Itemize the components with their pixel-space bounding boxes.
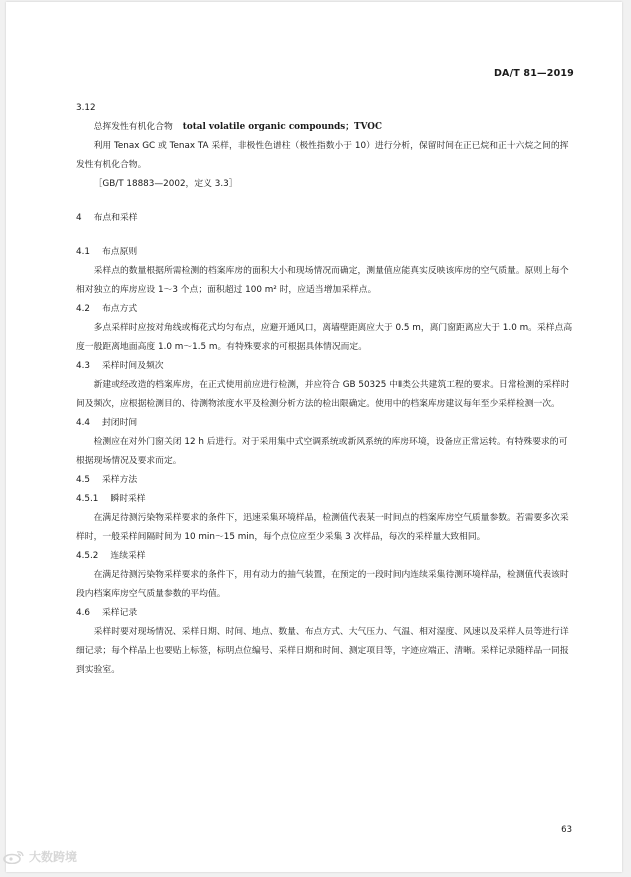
watermark-text: 大数跨境 bbox=[29, 850, 78, 864]
term-reference: ［GB/T 18883—2002，定义 3.3］ bbox=[93, 179, 238, 189]
section-number: 4.4 bbox=[76, 418, 90, 428]
section-heading bbox=[76, 604, 574, 623]
section-title: 采样方法 bbox=[102, 475, 138, 485]
section-title: 布点和采样 bbox=[93, 213, 138, 223]
document-page bbox=[6, 2, 622, 872]
weibo-icon bbox=[3, 850, 25, 864]
section-number: 4.3 bbox=[76, 361, 90, 371]
section-heading bbox=[76, 547, 574, 566]
section-heading bbox=[76, 243, 574, 262]
section-title: 封闭时间 bbox=[102, 418, 138, 428]
section-4-6 bbox=[76, 604, 574, 680]
section-4-5-2 bbox=[76, 547, 574, 604]
section-number: 4.5 bbox=[76, 475, 90, 485]
section-body: 新建或经改造的档案库房，在正式使用前应进行检测，并应符合 GB 50325 中Ⅱ类公共建筑工程的要求。日常检测的采样时间及频次，应根据检测目的、待测物浓度水平及检测分析方法的检出限确定。使用中的档案库房建议每年至少采样检测一次。 bbox=[76, 380, 570, 409]
standard-code: DA/T 81—2019 bbox=[493, 68, 574, 79]
section-4-1 bbox=[76, 243, 574, 300]
section-4-4 bbox=[76, 414, 574, 471]
section-3-12 bbox=[76, 99, 574, 194]
section-title: 采样记录 bbox=[102, 608, 138, 618]
section-heading bbox=[76, 357, 574, 376]
section-number: 4.6 bbox=[76, 608, 90, 618]
section-heading bbox=[76, 471, 574, 490]
section-body: 在满足待测污染物采样要求的条件下，用有动力的抽气装置，在预定的一段时间内连续采集待测环境样品，检测值代表该时段内档案库房空气质量参数的平均值。 bbox=[76, 570, 569, 599]
section-body: 检测应在对外门窗关闭 12 h 后进行。对于采用集中式空调系统或新风系统的库房环境，设备应正常运转。有特殊要求的可根据现场情况及要求而定。 bbox=[76, 437, 568, 466]
section-4-2 bbox=[76, 300, 574, 357]
section-title: 采样时间及频次 bbox=[102, 361, 164, 371]
term-title-en: total volatile organic compounds；TVOC bbox=[182, 122, 382, 132]
section-title: 布点方式 bbox=[102, 304, 138, 314]
section-heading bbox=[76, 490, 574, 509]
section-heading bbox=[76, 209, 574, 228]
section-4-3 bbox=[76, 357, 574, 414]
section-body: 采样点的数量根据所需检测的档案库房的面积大小和现场情况而确定，测量值应能真实反映该库房的空气质量。原则上每个相对独立的库房应设 1～3 个点；面积超过 100 m² 时，应适当增加采样点。 bbox=[76, 266, 569, 295]
section-title: 瞬时采样 bbox=[110, 494, 146, 504]
section-body: 在满足待测污染物采样要求的条件下，迅速采集环境样品，检测值代表某一时间点的档案库房空气质量参数。若需要多次采样时，一般采样间隔时间为 10 min～15 min，每个点位应至少采集 3 次样品，每次的采样量大致相同。 bbox=[76, 513, 569, 542]
section-title: 布点原则 bbox=[102, 247, 138, 257]
section-heading bbox=[76, 300, 574, 319]
term-definition: 利用 Tenax GC 或 Tenax TA 采样，非极性色谱柱（极性指数小于 10）进行分析，保留时间在正已烷和正十六烷之间的挥发性有机化合物。 bbox=[76, 141, 569, 170]
section-number: 4.5.1 bbox=[76, 494, 99, 504]
section-number: 4.5.2 bbox=[76, 551, 99, 561]
page-content bbox=[76, 99, 574, 680]
page-number: 63 bbox=[561, 825, 572, 835]
section-heading bbox=[76, 414, 574, 433]
section-number: 4 bbox=[76, 213, 82, 223]
section-body: 采样时要对现场情况、采样日期、时间、地点、数量、布点方式、大气压力、气温、相对湿度、风速以及采样人员等进行详细记录；每个样品上也要贴上标签，标明点位编号、采样日期和时间、测定项目等，字迹应端正、清晰。采样记录随样品一同报到实验室。 bbox=[76, 627, 569, 675]
watermark bbox=[3, 848, 77, 865]
section-number: 3.12 bbox=[76, 103, 96, 113]
section-4-5 bbox=[76, 471, 574, 490]
term-heading bbox=[76, 118, 574, 137]
section-4 bbox=[76, 209, 574, 228]
section-number: 4.2 bbox=[76, 304, 90, 314]
section-title: 连续采样 bbox=[110, 551, 146, 561]
section-4-5-1 bbox=[76, 490, 574, 547]
section-body: 多点采样时应按对角线或梅花式均匀布点，应避开通风口，离墙壁距离应大于 0.5 m，离门窗距离应大于 1.0 m。采样点高度一般距离地面高度 1.0 m～1.5 m。有特殊要求的可根据具体情况而定。 bbox=[76, 323, 573, 352]
section-number: 4.1 bbox=[76, 247, 90, 257]
term-title-cn: 总挥发性有机化合物 bbox=[93, 122, 173, 132]
